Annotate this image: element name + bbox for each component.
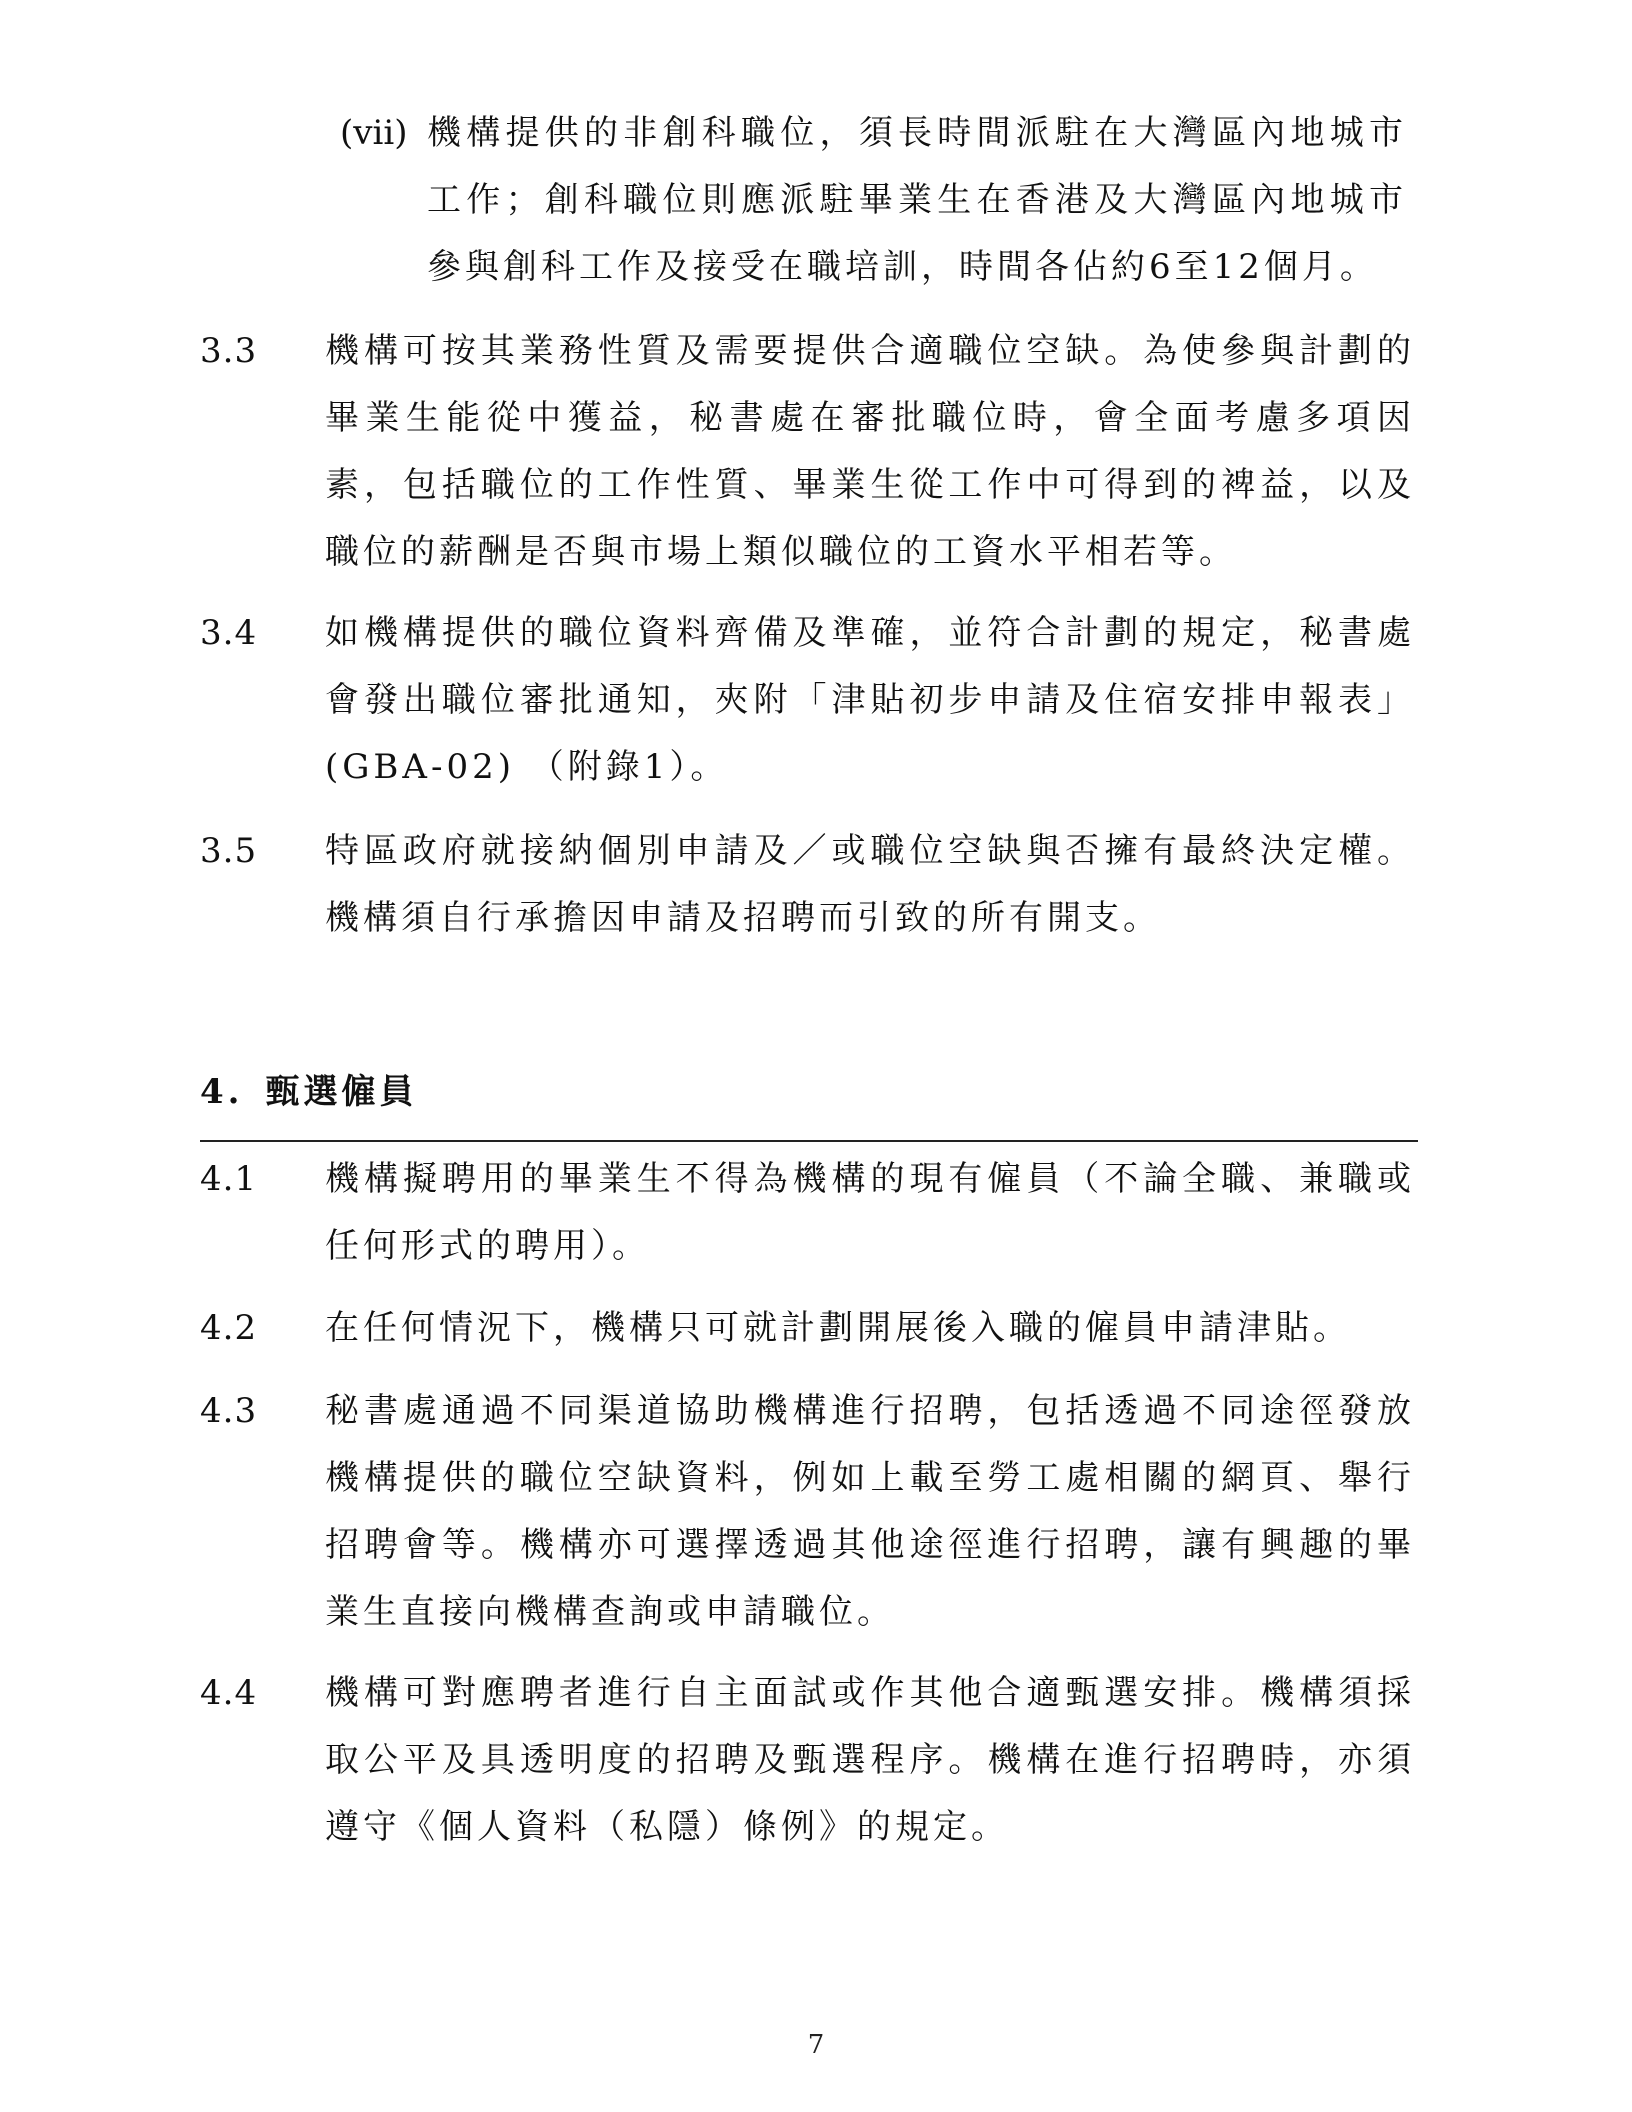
paragraph-3-4 xyxy=(200,600,1420,810)
sub-item-vii xyxy=(340,100,1420,310)
paragraph-number: 4.2 xyxy=(200,1308,258,1348)
paragraph-text: 在任何情況下，機構只可就計劃開展後入職的僱員申請津貼。 xyxy=(325,1308,1351,1348)
paragraph-number: 3.3 xyxy=(200,331,258,371)
paragraph-4-4 xyxy=(200,1660,1420,1870)
paragraph-4-1 xyxy=(200,1146,1420,1286)
page-number: 7 xyxy=(807,2030,825,2060)
paragraph-number: 4.4 xyxy=(200,1673,258,1713)
section-4-heading xyxy=(200,1062,418,1122)
paragraph-text: 機構擬聘用的畢業生不得為機構的現有僱員（不論全職、兼職或任何形式的聘用）。 xyxy=(325,1159,1415,1266)
paragraph-3-3 xyxy=(200,318,1420,588)
paragraph-text: 如機構提供的職位資料齊備及準確，並符合計劃的規定，秘書處會發出職位審批通知，夾附「津貼初步申請及住宿安排申報表」(GBA-02) （附錄1）。 xyxy=(325,613,1415,787)
section-heading-title: 甄選僱員 xyxy=(265,1072,418,1112)
paragraph-text: 特區政府就接納個別申請及／或職位空缺與否擁有最終決定權。機構須自行承擔因申請及招聘而引致的所有開支。 xyxy=(325,831,1415,938)
section-divider xyxy=(200,1140,1418,1142)
paragraph-4-3 xyxy=(200,1378,1420,1648)
paragraph-number: 3.5 xyxy=(200,831,258,871)
paragraph-number: 4.1 xyxy=(200,1159,258,1199)
section-heading-number: 4. xyxy=(200,1072,244,1112)
paragraph-number: 3.4 xyxy=(200,613,258,653)
paragraph-number: 4.3 xyxy=(200,1391,258,1431)
paragraph-3-5 xyxy=(200,818,1420,958)
paragraph-text: 機構可對應聘者進行自主面試或作其他合適甄選安排。機構須採取公平及具透明度的招聘及甄選程序。機構在進行招聘時，亦須遵守《個人資料（私隱）條例》的規定。 xyxy=(325,1673,1415,1847)
sub-item-text: 機構提供的非創科職位，須長時間派駐在大灣區內地城市工作；創科職位則應派駐畢業生在香港及大灣區內地城市參與創科工作及接受在職培訓，時間各佔約6至12個月。 xyxy=(427,113,1407,287)
paragraph-text: 秘書處通過不同渠道協助機構進行招聘，包括透過不同途徑發放機構提供的職位空缺資料，例如上載至勞工處相關的網頁、舉行招聘會等。機構亦可選擇透過其他途徑進行招聘，讓有興趣的畢業生直接向機構查詢或申請職位。 xyxy=(325,1391,1415,1632)
sub-item-label: (vii) xyxy=(340,113,408,153)
paragraph-text: 機構可按其業務性質及需要提供合適職位空缺。為使參與計劃的畢業生能從中獲益，秘書處在審批職位時，會全面考慮多項因素，包括職位的工作性質、畢業生從工作中可得到的裨益，以及職位的薪酬是否與市場上類似職位的工資水平相若等。 xyxy=(325,331,1415,572)
paragraph-4-2 xyxy=(200,1295,1420,1365)
